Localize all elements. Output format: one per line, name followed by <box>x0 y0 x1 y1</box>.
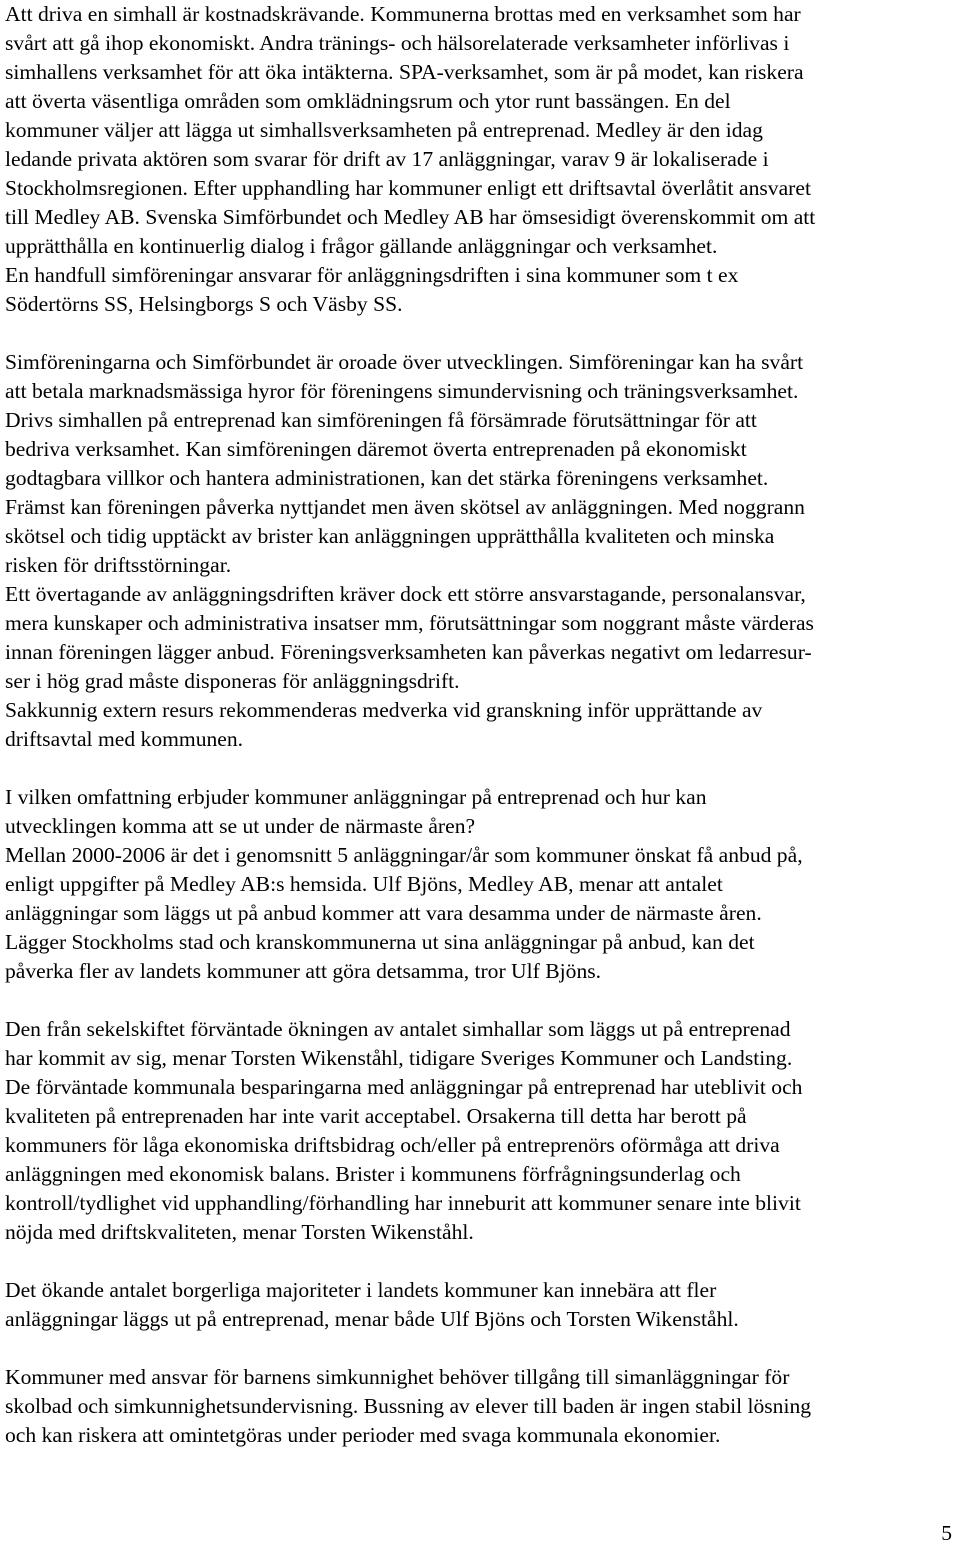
text-line: Kommuner med ansvar för barnens simkunnighet behöver tillgång till simanläggningar för <box>5 1365 790 1389</box>
text-line: enligt uppgifter på Medley AB:s hemsida. Ulf Bjöns, Medley AB, menar att antalet <box>5 872 723 896</box>
text-line: bedriva verksamhet. Kan simföreningen däremot överta entreprenaden på ekonomiskt <box>5 437 747 461</box>
text-line: anläggningar läggs ut på entreprenad, menar både Ulf Bjöns och Torsten Wikenståhl. <box>5 1307 739 1331</box>
text-line: och kan riskera att omintetgöras under perioder med svaga kommunala ekonomier. <box>5 1423 721 1447</box>
text-line: ledande privata aktören som svarar för drift av 17 anläggningar, varav 9 är lokaliserade i <box>5 147 769 171</box>
paragraph-4 <box>5 1015 955 1247</box>
text-line: kommuner väljer att lägga ut simhallsverksamheten på entreprenad. Medley är den idag <box>5 118 763 142</box>
text-line: Att driva en simhall är kostnadskrävande. Kommunerna brottas med en verksamhet som har <box>5 2 801 26</box>
paragraph-gap <box>5 1247 955 1276</box>
paragraph-6 <box>5 1363 955 1450</box>
text-line: Det ökande antalet borgerliga majoriteter i landets kommuner kan innebära att fler <box>5 1278 717 1302</box>
text-line: anläggningen med ekonomisk balans. Brister i kommunens förfrågningsunderlag och <box>5 1162 741 1186</box>
page-number: 5 <box>941 1521 952 1545</box>
text-line: Simföreningarna och Simförbundet är oroade över utvecklingen. Simföreningar kan ha svårt <box>5 350 804 374</box>
text-line: att överta väsentliga områden som omklädningsrum och ytor runt bassängen. En del <box>5 89 731 113</box>
text-line: kommuners för låga ekonomiska driftsbidrag och/eller på entreprenörs oförmåga att driva <box>5 1133 780 1157</box>
paragraph-gap <box>5 986 955 1015</box>
text-line: skolbad och simkunnighetsundervisning. Bussning av elever till baden är ingen stabil lösning <box>5 1394 812 1418</box>
text-line: innan föreningen lägger anbud. Föreningsverksamheten kan påverkas negativt om ledarresur- <box>5 640 812 664</box>
text-line: driftsavtal med kommunen. <box>5 727 244 751</box>
paragraph-gap <box>5 1334 955 1363</box>
paragraph-2 <box>5 348 955 754</box>
text-line: kontroll/tydlighet vid upphandling/förhandling har inneburit att kommuner senare inte blivit <box>5 1191 801 1215</box>
paragraph-5 <box>5 1276 955 1334</box>
paragraph-1 <box>5 0 955 319</box>
text-line: Främst kan föreningen påverka nyttjandet men även skötsel av anläggningen. Med noggrann <box>5 495 805 519</box>
text-line: Drivs simhallen på entreprenad kan simföreningen få försämrade förutsättningar för att <box>5 408 757 432</box>
text-line: Ett övertagande av anläggningsdriften kräver dock ett större ansvarstagande, personalansvar, <box>5 582 806 606</box>
paragraph-gap <box>5 319 955 348</box>
text-line: godtagbara villkor och hantera administrationen, kan det stärka föreningens verksamhet. <box>5 466 769 490</box>
text-line: anläggningar som läggs ut på anbud kommer att vara desamma under de närmaste åren. <box>5 901 762 925</box>
text-line: mera kunskaper och administrativa insatser mm, förutsättningar som noggrant måste värderas <box>5 611 814 635</box>
text-line: En handfull simföreningar ansvarar för anläggningsdriften i sina kommuner som t ex <box>5 263 739 287</box>
paragraph-3 <box>5 783 955 986</box>
text-line: ser i hög grad måste disponeras för anläggningsdrift. <box>5 669 460 693</box>
text-line: kvaliteten på entreprenaden har inte varit acceptabel. Orsakerna till detta har berott på <box>5 1104 747 1128</box>
text-line: simhallens verksamhet för att öka intäkterna. SPA-verksamhet, som är på modet, kan riskera <box>5 60 804 84</box>
text-line: skötsel och tidig upptäckt av brister kan anläggningen upprätthålla kvaliteten och minska <box>5 524 775 548</box>
text-line: Mellan 2000-2006 är det i genomsnitt 5 anläggningar/år som kommuner önskat få anbud på, <box>5 843 803 867</box>
text-line: till Medley AB. Svenska Simförbundet och Medley AB har ömsesidigt överenskommit om att <box>5 205 816 229</box>
paragraph-gap <box>5 754 955 783</box>
text-line: Lägger Stockholms stad och kranskommunerna ut sina anläggningar på anbud, kan det <box>5 930 755 954</box>
text-line: upprätthålla en kontinuerlig dialog i frågor gällande anläggningar och verksamhet. <box>5 234 718 258</box>
text-line: nöjda med driftskvaliteten, menar Torsten Wikenståhl. <box>5 1220 474 1244</box>
text-line: Stockholmsregionen. Efter upphandling har kommuner enligt ett driftsavtal överlåtit ansvaret <box>5 176 811 200</box>
text-line: risken för driftsstörningar. <box>5 553 232 577</box>
text-line: De förväntade kommunala besparingarna med anläggningar på entreprenad har uteblivit och <box>5 1075 803 1099</box>
text-line: påverka fler av landets kommuner att göra detsamma, tror Ulf Bjöns. <box>5 959 602 983</box>
document-body <box>5 0 955 1450</box>
text-line: Den från sekelskiftet förväntade ökningen av antalet simhallar som läggs ut på entreprenad <box>5 1017 791 1041</box>
text-line: svårt att gå ihop ekonomiskt. Andra tränings- och hälsorelaterade verksamheter införlivas i <box>5 31 790 55</box>
text-line: att betala marknadsmässiga hyror för föreningens simundervisning och träningsverksamhet. <box>5 379 799 403</box>
text-line: I vilken omfattning erbjuder kommuner anläggningar på entreprenad och hur kan <box>5 785 707 809</box>
text-line: Sakkunnig extern resurs rekommenderas medverka vid granskning inför upprättande av <box>5 698 763 722</box>
text-line: utvecklingen komma att se ut under de närmaste åren? <box>5 814 476 838</box>
text-line: Södertörns SS, Helsingborgs S och Väsby SS. <box>5 292 403 316</box>
text-line: har kommit av sig, menar Torsten Wikenståhl, tidigare Sveriges Kommuner och Landsting. <box>5 1046 793 1070</box>
